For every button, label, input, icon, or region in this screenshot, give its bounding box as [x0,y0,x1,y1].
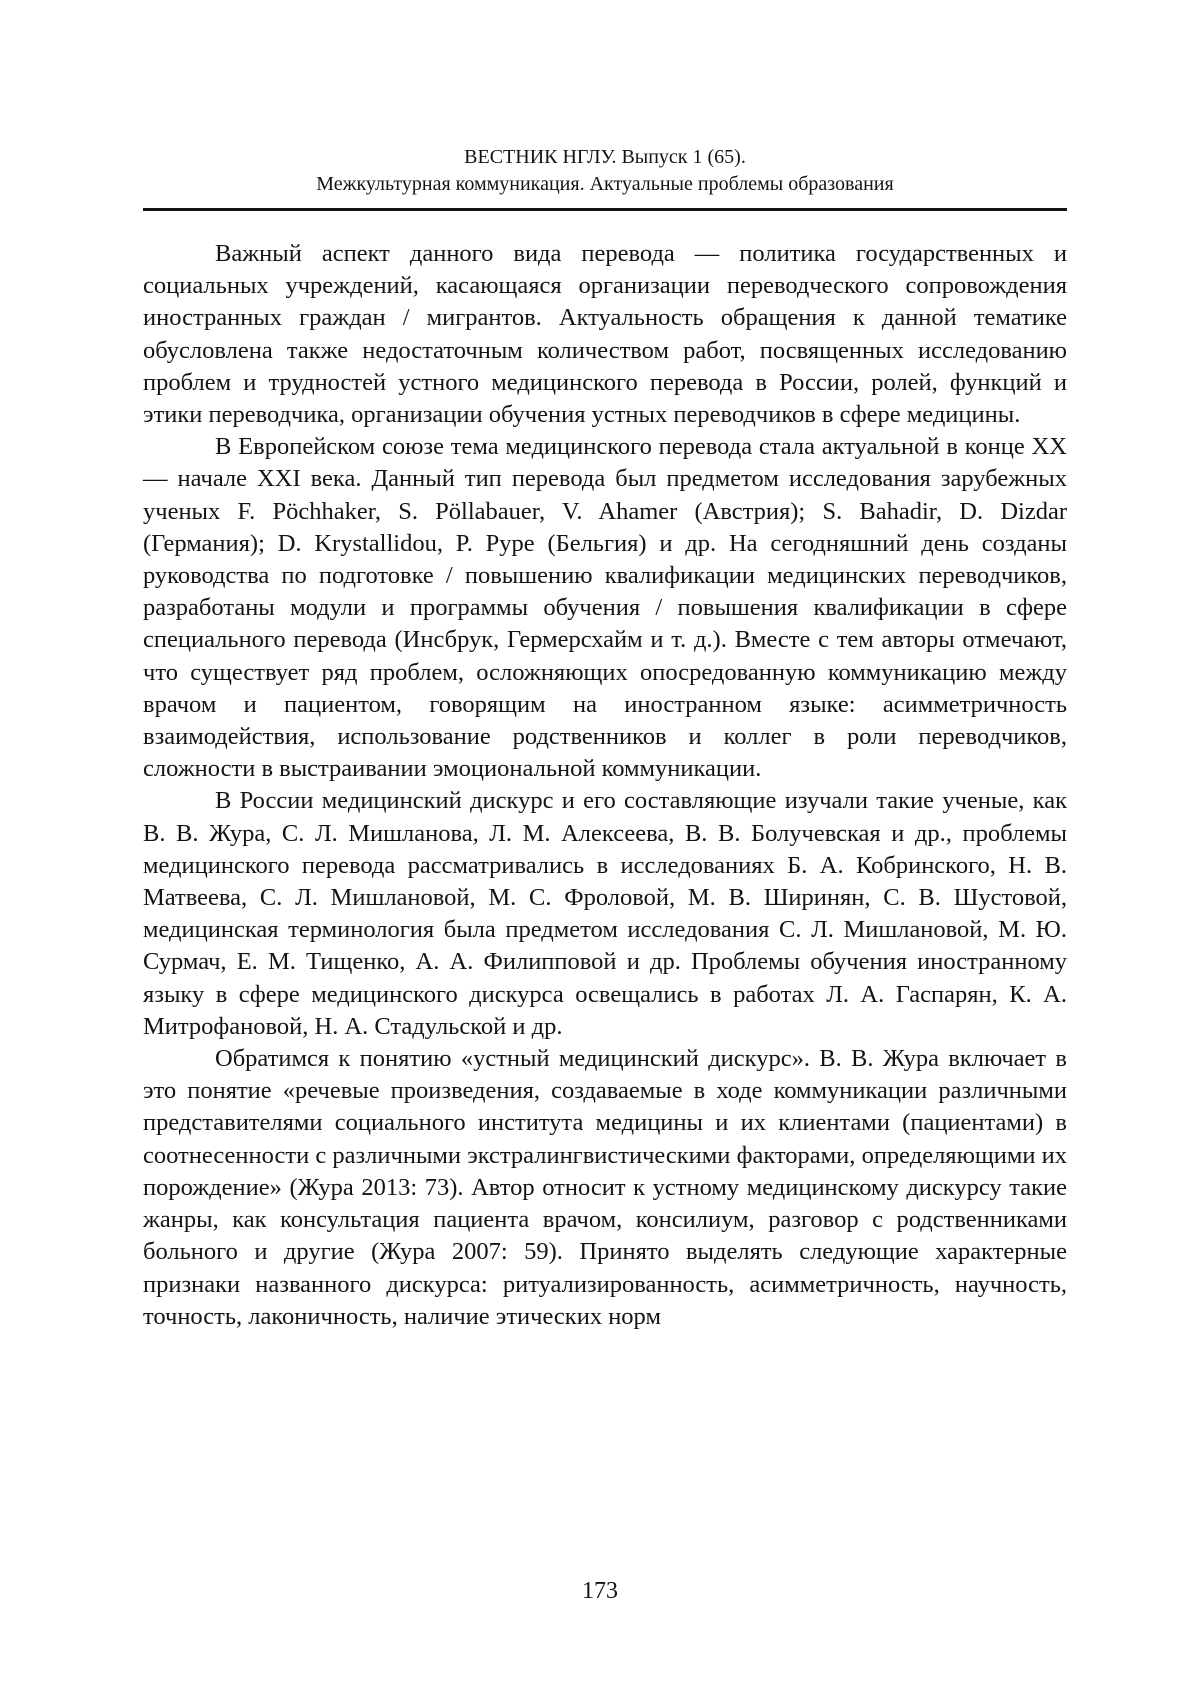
header-divider [143,208,1067,211]
page-number: 173 [0,1576,1200,1606]
running-header [143,144,1067,198]
section-title: Межкультурная коммуникация. Актуальные проблемы образования [143,171,1067,198]
paragraph-1: Важный аспект данного вида перевода — политика государственных и социальных учреждений, касающаяся организации переводческого сопровождения иностранных граждан / мигрантов. Актуальность обращения к данной тематике обусловлена также недостаточным количеством работ, посвященных исследованию проблем и трудностей устного медицинского перевода в России, ролей, функций и этики переводчика, организации обучения устных переводчиков в сфере медицины. [143,238,1067,431]
journal-title: ВЕСТНИК НГЛУ. Выпуск 1 (65). [143,144,1067,171]
paragraph-2: В Европейском союзе тема медицинского перевода стала актуальной в конце XX — начале XXI века. Данный тип перевода был предметом исследования зарубежных ученых F. Pöchhaker, S. Pöllabauer, V. Ahamer (Австрия); S. Bahadir, D. Dizdar (Германия); D. Krystallidou, P. Pype (Бельгия) и др. На сегодняшний день созданы руководства по подготовке / повышению квалификации медицинских переводчиков, разработаны модули и программы обучения / повышения квалификации в сфере специального перевода (Инсбрук, Гермерсхайм и т. д.). Вместе с тем авторы отмечают, что существует ряд проблем, осложняющих опосредованную коммуникацию между врачом и пациентом, говорящим на иностранном языке: асимметричность взаимодействия, использование родственников и коллег в роли переводчиков, сложности в выстраивании эмоциональной коммуникации. [143,431,1067,785]
paragraph-4: Обратимся к понятию «устный медицинский дискурс». В. В. Жура включает в это понятие «речевые произведения, создаваемые в ходе коммуникации различными представителями социального института медицины и их клиентами (пациентами) в соотнесенности с различными экстралингвистическими факторами, определяющими их порождение» (Жура 2013: 73). Автор относит к устному медицинскому дискурсу такие жанры, как консультация пациента врачом, консилиум, разговор с родственниками больного и другие (Жура 2007: 59). Принято выделять следующие характерные признаки названного дискурса: ритуализированность, асимметричность, научность, точность, лаконичность, наличие этических норм [143,1043,1067,1333]
paragraph-3: В России медицинский дискурс и его составляющие изучали такие ученые, как В. В. Жура, С. Л. Мишланова, Л. М. Алексеева, В. В. Болучевская и др., проблемы медицинского перевода рассматривались в исследованиях Б. А. Кобринского, Н. В. Матвеева, С. Л. Мишлановой, М. С. Фроловой, М. В. Ширинян, С. В. Шустовой, медицинская терминология была предметом исследования С. Л. Мишлановой, М. Ю. Сурмач, Е. М. Тищенко, А. А. Филипповой и др. Проблемы обучения иностранному языку в сфере медицинского дискурса освещались в работах Л. А. Гаспарян, К. А. Митрофановой, Н. А. Стадульской и др. [143,785,1067,1043]
article-body [143,238,1067,1333]
